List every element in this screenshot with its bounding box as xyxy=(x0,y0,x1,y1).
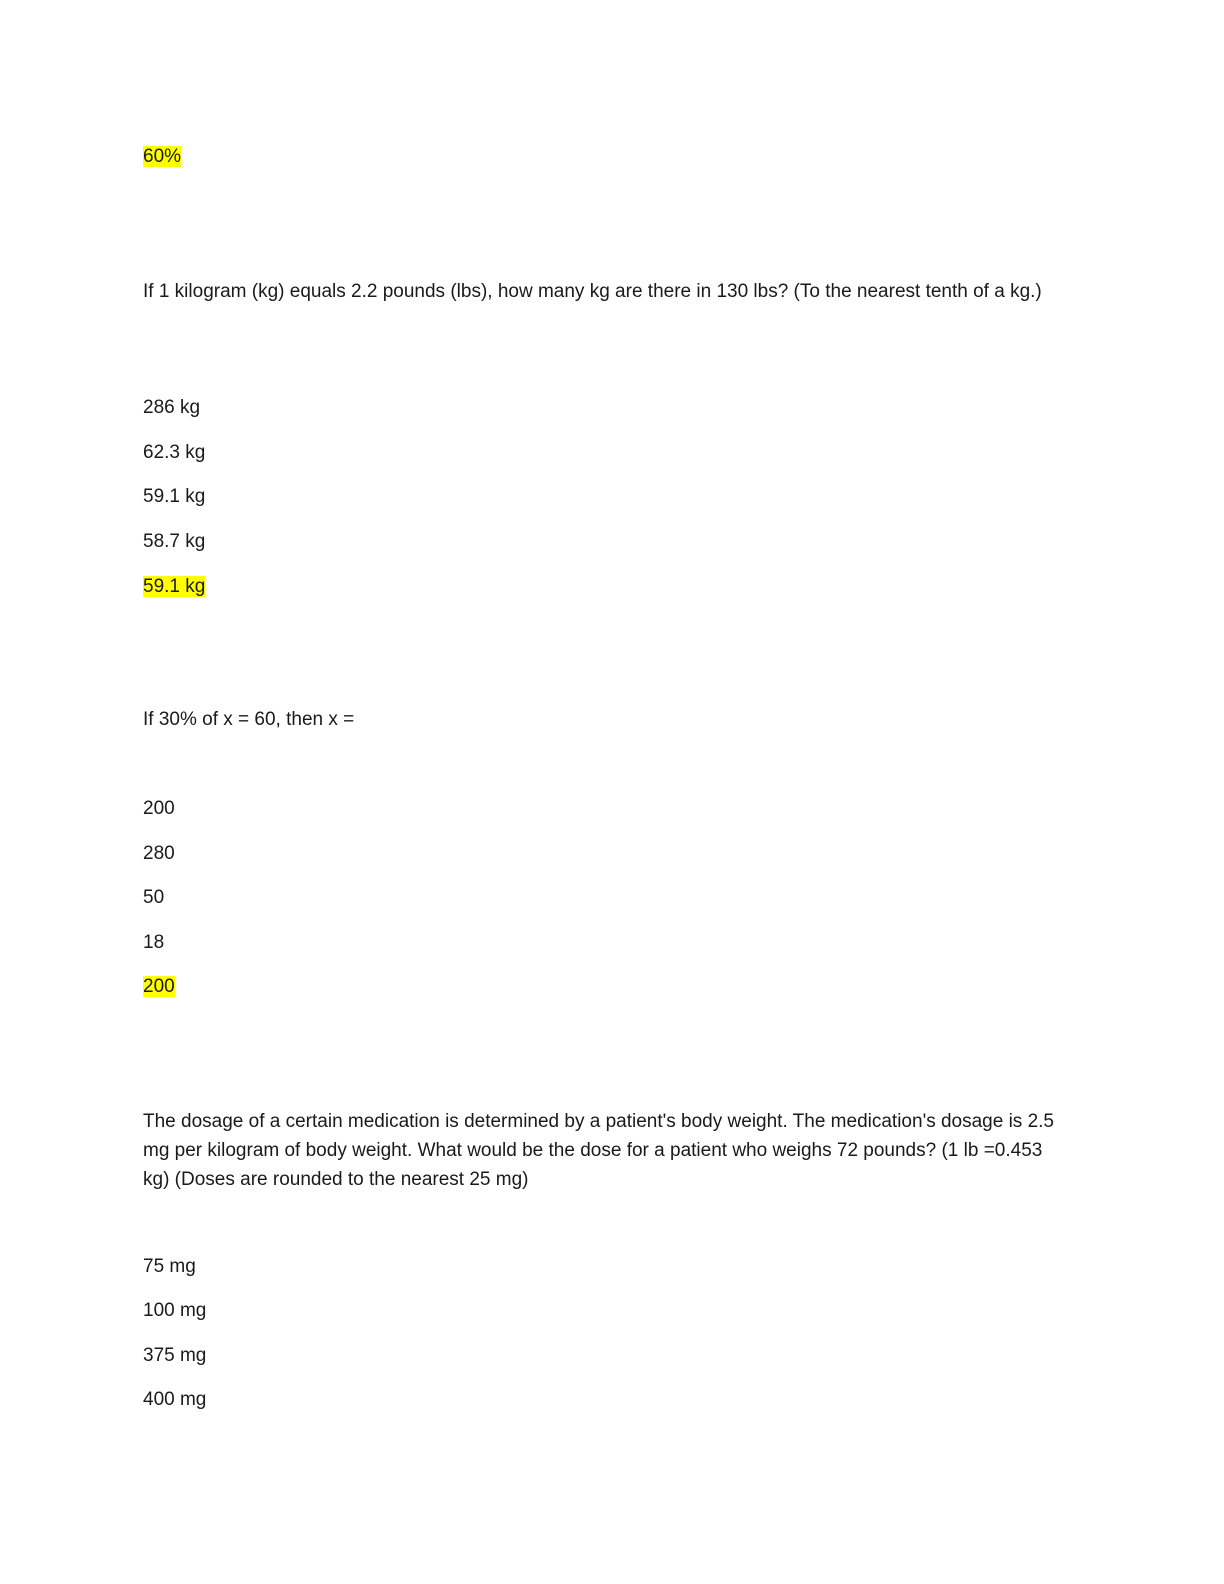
q1-option-4: 58.7 kg xyxy=(143,531,206,552)
q1-option-1: 286 kg xyxy=(143,397,201,418)
question-1-text: If 1 kilogram (kg) equals 2.2 pounds (lbs), how many kg are there in 130 lbs? (To the nearest tenth of a kg.) xyxy=(143,281,1042,302)
question-3-text: The dosage of a certain medication is determined by a patient's body weight. The medication's dosage is 2.5 mg per kilogram of body weight. What would be the dose for a patient who weighs 72 pounds? (1 lb =0.453 kg) (Doses are rounded to the nearest 25 mg) xyxy=(143,1111,1054,1190)
q1-answer-highlight: 59.1 kg xyxy=(143,576,206,597)
answer-highlight: 60% xyxy=(143,146,182,167)
q1-answer xyxy=(143,575,205,599)
q2-answer-highlight: 200 xyxy=(143,976,175,997)
question-2-text: If 30% of x = 60, then x = xyxy=(143,709,355,730)
q2-option-2: 280 xyxy=(143,843,175,864)
q2-option-4: 18 xyxy=(143,932,165,953)
q3-option-4: 400 mg xyxy=(143,1389,207,1410)
answer-previous xyxy=(143,145,181,169)
q2-option-3: 50 xyxy=(143,887,165,908)
q3-option-1: 75 mg xyxy=(143,1256,196,1277)
q2-option-1: 200 xyxy=(143,798,175,819)
q2-answer xyxy=(143,975,175,999)
q1-option-2: 62.3 kg xyxy=(143,442,206,463)
q3-option-3: 375 mg xyxy=(143,1345,207,1366)
q3-option-2: 100 mg xyxy=(143,1300,207,1321)
q1-option-3: 59.1 kg xyxy=(143,486,206,507)
